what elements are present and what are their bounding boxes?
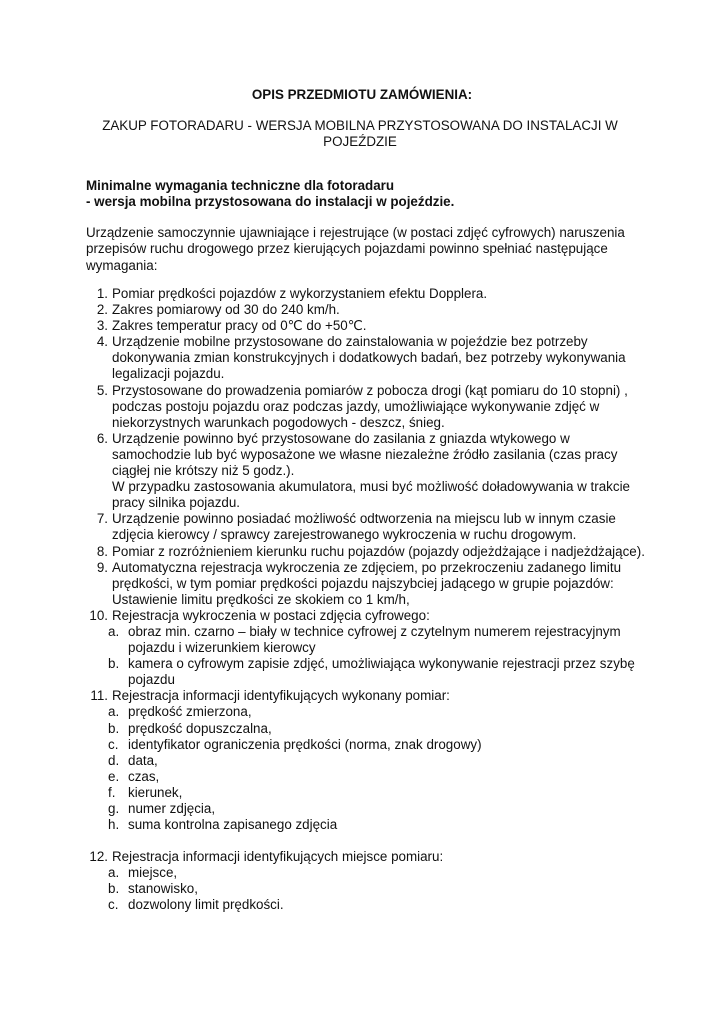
requirement-number: 2. bbox=[96, 302, 108, 318]
sub-requirement-item bbox=[108, 623, 648, 656]
requirement-text: Urządzenie mobilne przystosowane do zainstalowania w pojeździe bez potrzeby dokonywania zmian konstrukcyjnych i dodatkowych badań, bez potrzeby wykonywania legalizacji pojazdu. bbox=[112, 334, 626, 382]
sub-requirement-item bbox=[108, 817, 648, 833]
sub-requirement-letter: d. bbox=[108, 752, 120, 768]
sub-requirement-letter: c. bbox=[108, 736, 119, 752]
requirement-item bbox=[86, 334, 648, 382]
sub-requirement-letter: b. bbox=[108, 881, 120, 897]
requirement-number: 9. bbox=[96, 559, 108, 575]
sub-requirement-text: prędkość zmierzona, bbox=[128, 704, 252, 720]
requirement-number: 12. bbox=[89, 849, 108, 865]
requirement-extra-text: Ustawienie limitu prędkości ze skokiem co 1 km/h, bbox=[112, 591, 410, 607]
sub-requirement-letter: b. bbox=[108, 656, 120, 672]
requirement-number: 8. bbox=[96, 543, 108, 559]
requirement-text: Urządzenie powinno być przystosowane do zasilania z gniazda wtykowego w samochodzie lub być wyposażone we własne niezależne źródło zasilania (czas pracy ciągłej nie krótszy niż 5 godz.). bbox=[112, 430, 618, 479]
sub-requirement-text: kamera o cyfrowym zapisie zdjęć, umożliwiająca wykonywanie rejestracji przez szybę pojazdu bbox=[128, 656, 635, 688]
sub-requirement-item bbox=[108, 736, 648, 753]
requirement-extra-text: W przypadku zastosowania akumulatora, musi być możliwość doładowywania w trakcie pracy silnika pojazdu. bbox=[112, 479, 630, 511]
requirement-item bbox=[86, 302, 648, 318]
sub-requirement-item bbox=[108, 784, 648, 801]
sub-requirement-item bbox=[108, 865, 648, 881]
sub-requirements-list bbox=[108, 865, 648, 913]
sub-requirement-text: czas, bbox=[128, 768, 160, 784]
sub-requirement-text: miejsce, bbox=[128, 865, 178, 881]
list-spacer bbox=[86, 833, 648, 849]
requirement-item bbox=[86, 608, 648, 688]
requirement-text: Zakres temperatur pracy od 0℃ do +50℃. bbox=[112, 318, 367, 334]
sub-requirement-letter: f. bbox=[108, 784, 116, 800]
requirement-text: Urządzenie powinno posiadać możliwość odtworzenia na miejscu lub w innym czasie zdjęcia kierowcy / sprawcy zarejestrowanego wykroczenia w ruchu drogowym. bbox=[112, 511, 616, 543]
requirement-item bbox=[86, 544, 648, 560]
sub-requirement-letter: e. bbox=[108, 768, 120, 784]
requirement-item bbox=[86, 286, 648, 302]
sub-requirement-letter: b. bbox=[108, 720, 120, 736]
requirement-number: 3. bbox=[96, 318, 108, 334]
requirement-text: Pomiar prędkości pojazdów z wykorzystaniem efektu Dopplera. bbox=[112, 286, 488, 301]
requirement-item bbox=[86, 431, 648, 511]
requirements-heading bbox=[86, 178, 646, 210]
requirement-item bbox=[86, 511, 648, 543]
sub-requirement-item bbox=[108, 768, 648, 785]
requirement-item bbox=[86, 383, 648, 431]
requirement-text: Przystosowane do prowadzenia pomiarów z pobocza drogi (kąt pomiaru do 10 stopni) , podczas postoju pojazdu oraz podczas jazdy, umożliwiające wykonywanie zdjęć w niekorzystnych warunkach pogodowych - deszcz, śnieg. bbox=[112, 382, 628, 430]
requirement-number: 4. bbox=[96, 334, 108, 350]
sub-requirement-letter: a. bbox=[108, 704, 120, 720]
requirement-text: Rejestracja informacji identyfikujących wykonany pomiar: bbox=[112, 688, 450, 704]
sub-requirement-letter: g. bbox=[108, 801, 120, 816]
requirement-number: 10. bbox=[89, 607, 108, 623]
sub-requirement-letter: c. bbox=[108, 897, 119, 913]
sub-requirement-letter: h. bbox=[108, 817, 120, 833]
sub-requirement-item bbox=[108, 881, 648, 897]
requirement-number: 7. bbox=[96, 511, 108, 527]
sub-requirement-item bbox=[108, 897, 648, 913]
sub-requirement-letter: a. bbox=[108, 623, 120, 639]
requirement-item bbox=[86, 849, 648, 913]
sub-requirement-text: stanowisko, bbox=[128, 881, 198, 897]
sub-requirement-text: suma kontrolna zapisanego zdjęcia bbox=[128, 817, 338, 833]
sub-requirement-item bbox=[108, 801, 648, 817]
sub-requirement-text: numer zdjęcia, bbox=[128, 801, 216, 816]
requirement-item bbox=[86, 318, 648, 334]
requirement-number: 5. bbox=[96, 382, 108, 398]
sub-requirement-item bbox=[108, 656, 648, 688]
sub-requirement-text: obraz min. czarno – biały w technice cyfrowej z czytelnym numerem rejestracyjnym pojazdu i wizerunkiem kierowcy bbox=[128, 623, 621, 656]
requirement-number: 6. bbox=[96, 430, 108, 446]
requirements-list bbox=[86, 286, 648, 914]
sub-requirement-text: prędkość dopuszczalna, bbox=[128, 720, 272, 736]
requirement-text: Pomiar z rozróżnieniem kierunku ruchu pojazdów (pojazdy odjeżdżające i nadjeżdżające). bbox=[112, 543, 645, 559]
sub-requirements-list bbox=[108, 704, 648, 833]
sub-requirement-text: identyfikator ograniczenia prędkości (norma, znak drogowy) bbox=[128, 736, 482, 752]
intro-paragraph: Urządzenie samoczynnie ujawniające i rejestrujące (w postaci zdjęć cyfrowych) naruszenia przepisów ruchu drogowego przez kierujących pojazdami powinno spełniać następujące wymagania: bbox=[86, 225, 625, 273]
requirement-text: Rejestracja informacji identyfikujących miejsce pomiaru: bbox=[112, 849, 444, 865]
requirement-number: 1. bbox=[96, 286, 108, 301]
sub-requirement-item bbox=[108, 704, 648, 720]
requirements-heading-line1: Minimalne wymagania techniczne dla fotoradaru bbox=[86, 178, 395, 193]
requirements-heading-line2: - wersja mobilna przystosowana do instalacji w pojeździe. bbox=[86, 194, 455, 209]
sub-requirement-text: kierunek, bbox=[128, 784, 183, 800]
requirement-text: Zakres pomiarowy od 30 do 240 km/h. bbox=[112, 302, 340, 318]
requirement-item bbox=[86, 560, 648, 608]
sub-requirement-letter: a. bbox=[108, 865, 120, 881]
sub-requirement-item bbox=[108, 752, 648, 769]
requirement-item bbox=[86, 688, 648, 833]
sub-requirement-text: data, bbox=[128, 752, 158, 768]
document-subtitle: ZAKUP FOTORADARU - WERSJA MOBILNA PRZYSTOSOWANA DO INSTALACJI W POJEŹDZIE bbox=[102, 118, 618, 149]
sub-requirement-text: dozwolony limit prędkości. bbox=[128, 897, 284, 913]
requirement-text: Rejestracja wykroczenia w postaci zdjęcia cyfrowego: bbox=[112, 607, 430, 623]
sub-requirements-list bbox=[108, 623, 648, 688]
sub-requirement-item bbox=[108, 720, 648, 737]
requirement-text: Automatyczna rejestracja wykroczenia ze zdjęciem, po przekroczeniu zadanego limitu prędkości, w tym pomiar prędkości pojazdu najszybciej jadącego w grupie pojazdów: bbox=[112, 559, 622, 591]
document-title: OPIS PRZEDMIOTU ZAMÓWIENIA: bbox=[251, 87, 473, 102]
requirement-number: 11. bbox=[90, 688, 108, 704]
